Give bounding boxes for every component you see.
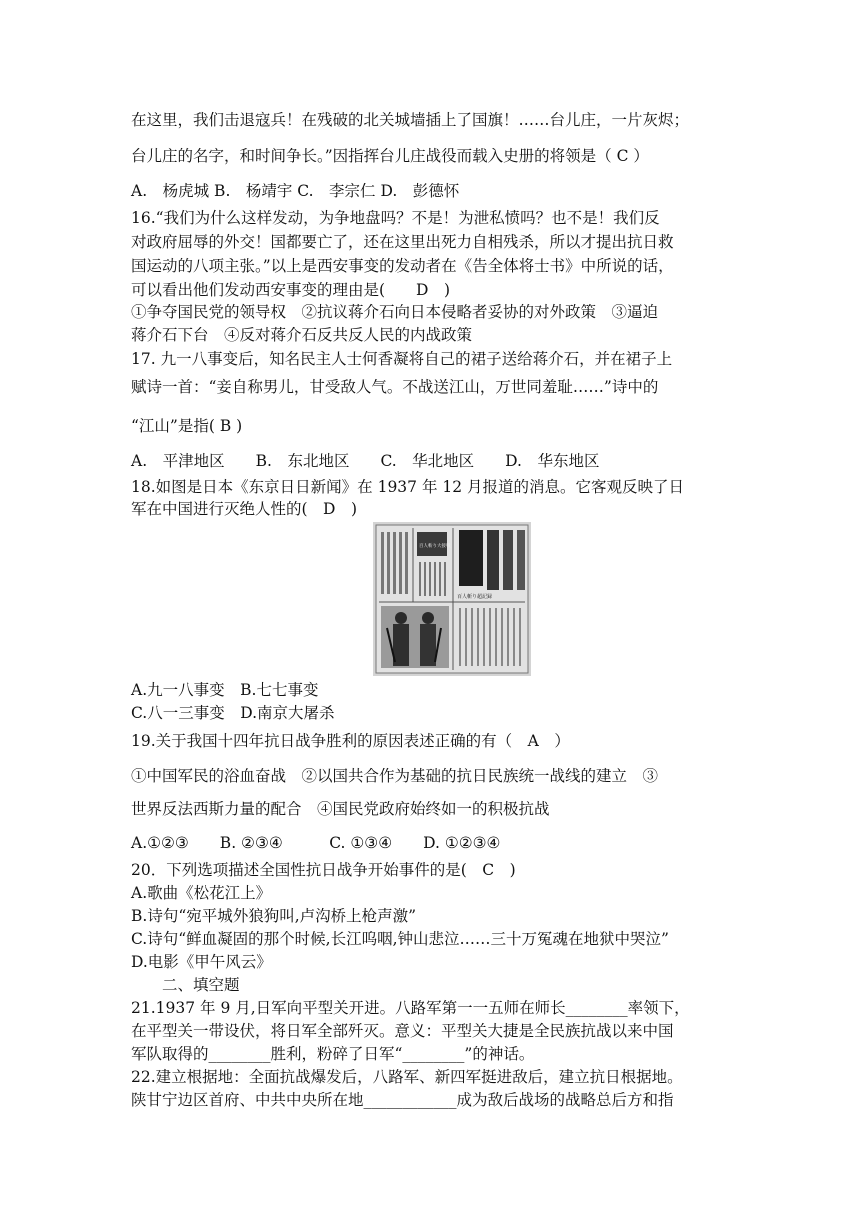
text-line: 在这里，我们击退寇兵！在残破的北关城墙插上了国旗！……台儿庄，一片灰烬； [131, 111, 690, 129]
text-line: C.八一三事变 D.南京大屠杀 [131, 704, 335, 722]
text-line: C.诗句“鲜血凝固的那个时候,长江呜咽,钟山悲泣……三十万冤魂在地狱中哭泣” [131, 930, 669, 948]
question-18-line: 18.如图是日本《东京日日新闻》在 1937 年 12 月报道的消息。它客观反映了日 [131, 478, 685, 496]
text-line: “江山”是指( B ) [131, 417, 243, 435]
text-line: ①中国军民的浴血奋战 ②以国共合作为基础的抗日民族统一战线的建立 ③ [131, 767, 659, 785]
text-line: 对政府屈辱的外交！国都要亡了，还在这里出死力自相残杀，所以才提出抗日救 [131, 233, 674, 251]
text-line: A. 杨虎城 B. 杨靖宇 C. 李宗仁 D. 彭德怀 [131, 182, 460, 200]
question-17-line: 17. 九一八事变后，知名民主人士何香凝将自己的裙子送给蒋介石，并在裙子上 [131, 350, 673, 368]
text-line: 蒋介石下台 ④反对蒋介石反共反人民的内战政策 [131, 326, 473, 344]
headline-right: 百人斬り超記録 [457, 594, 493, 600]
text-line: 国运动的八项主张。”以上是西安事变的发动者在《告全体将士书》中所说的话， [131, 257, 674, 275]
text-line: 台儿庄的名字，和时间争长。”因指挥台儿庄战役而载入史册的将领是（ C ） [131, 147, 649, 165]
text-line: ①争夺国民党的领导权 ②抗议蒋介石向日本侵略者妥协的对外政策 ③逼迫 [131, 303, 659, 321]
text-line: A. 平津地区 B. 东北地区 C. 华北地区 D. 华东地区 [131, 452, 600, 470]
question-22-line: 22.建立根据地：全面抗战爆发后，八路军、新四军挺进敌后，建立抗日根据地。 [131, 1068, 683, 1086]
question-20-line: 20．下列选项描述全国性抗日战争开始事件的是( C ) [131, 861, 516, 879]
text-line: D.电影《甲午风云》 [131, 953, 272, 971]
text-line: 世界反法西斯力量的配合 ④国民党政府始终如一的积极抗战 [131, 800, 550, 818]
text-line: A.歌曲《松花江上》 [131, 884, 272, 902]
question-16-line: 16.“我们为什么这样发动，为争地盘吗？不是！为泄私愤吗？也不是！我们反 [131, 209, 660, 227]
question-19-line: 19.关于我国十四年抗日战争胜利的原因表述正确的有（ A ） [131, 732, 570, 750]
text-line: 陕甘宁边区首府、中共中央所在地____________成为敌后战场的战略总后方和指 [131, 1091, 674, 1109]
text-line: 可以看出他们发动西安事变的理由是( D ) [131, 281, 451, 299]
text-line: B.诗句“宛平城外狼狗叫,卢沟桥上枪声激” [131, 907, 417, 925]
text-line: 在平型关一带设伏，将日军全部歼灭。意义：平型关大捷是全民族抗战以来中国 [131, 1022, 674, 1040]
newspaper-photo [373, 522, 531, 676]
question-21-line: 21.1937 年 9 月,日军向平型关开进。八路军第一一五师在师长________率领下， [131, 999, 690, 1017]
text-line: A.①②③ B. ②③④ C. ①③④ D. ①②③④ [131, 834, 501, 852]
text-line: 军在中国进行灭绝人性的( D ) [131, 500, 358, 518]
text-line: 军队取得的________胜利，粉碎了日军“________”的神话。 [131, 1045, 535, 1063]
headline-left: 百人斬り大接戦 [419, 544, 451, 549]
section-heading: 二、填空题 [131, 976, 240, 994]
text-line: 赋诗一首：“妾自称男儿，甘受敌人气。不战送江山，万世同羞耻……”诗中的 [131, 378, 659, 396]
text-line: A.九一八事变 B.七七事变 [131, 681, 319, 699]
